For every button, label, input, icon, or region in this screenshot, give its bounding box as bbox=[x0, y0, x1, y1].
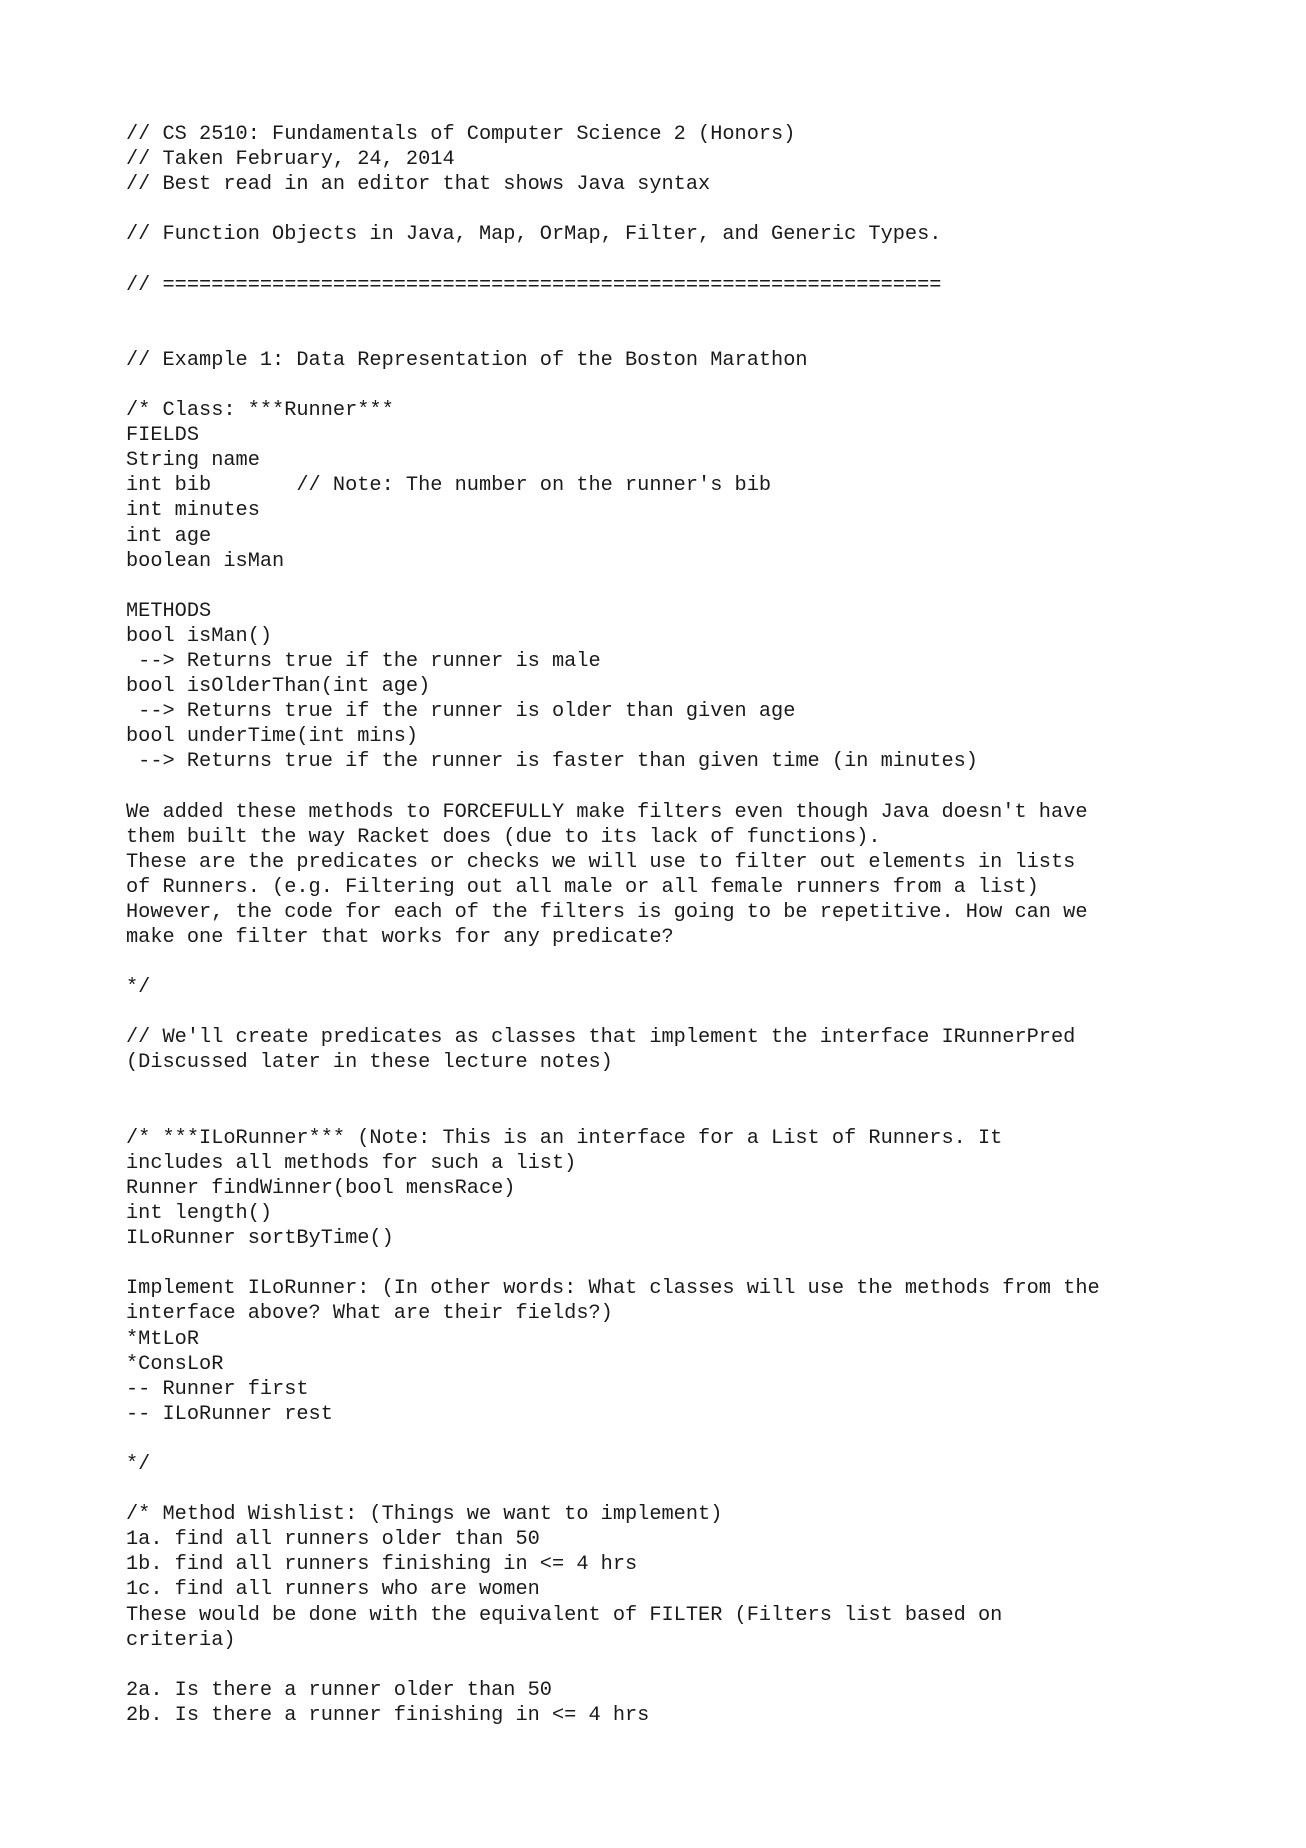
code-line: Implement ILoRunner: (In other words: What classes will use the methods from the bbox=[126, 1277, 1100, 1301]
code-line: --> Returns true if the runner is older than given age bbox=[126, 700, 796, 724]
code-line: // Taken February, 24, 2014 bbox=[126, 148, 455, 172]
code-line bbox=[126, 1477, 1100, 1502]
code-line: int bib // Note: The number on the runner's bib bbox=[126, 474, 772, 498]
code-line: criteria) bbox=[126, 1628, 236, 1652]
code-line: (Discussed later in these lecture notes) bbox=[126, 1051, 613, 1075]
code-line: However, the code for each of the filters is going to be repetitive. How can we bbox=[126, 900, 1088, 924]
code-line: -- Runner first bbox=[126, 1377, 309, 1401]
code-line: int minutes bbox=[126, 499, 260, 523]
code-line: interface above? What are their fields?) bbox=[126, 1302, 613, 1326]
code-line: 1b. find all runners finishing in <= 4 hrs bbox=[126, 1553, 638, 1577]
code-line bbox=[126, 1101, 1100, 1126]
code-line: --> Returns true if the runner is faster than given time (in minutes) bbox=[126, 750, 978, 774]
code-line: /* Method Wishlist: (Things we want to implement) bbox=[126, 1503, 723, 1527]
code-text-block bbox=[126, 122, 1100, 1728]
code-line bbox=[126, 247, 1100, 272]
code-line: String name bbox=[126, 449, 260, 473]
code-line bbox=[126, 1653, 1100, 1678]
code-line: FIELDS bbox=[126, 424, 200, 448]
code-line: */ bbox=[126, 976, 151, 1000]
code-line bbox=[126, 373, 1100, 398]
code-line: int age bbox=[126, 524, 212, 548]
code-line: boolean isMan bbox=[126, 549, 285, 573]
code-line bbox=[126, 323, 1100, 348]
code-line: bool isOlderThan(int age) bbox=[126, 675, 431, 699]
code-line bbox=[126, 1000, 1100, 1025]
code-line: includes all methods for such a list) bbox=[126, 1151, 577, 1175]
code-line: them built the way Racket does (due to its lack of functions). bbox=[126, 825, 881, 849]
code-line bbox=[126, 1427, 1100, 1452]
code-line: 2a. Is there a runner older than 50 bbox=[126, 1678, 552, 1702]
code-line bbox=[126, 197, 1100, 222]
code-line: 1c. find all runners who are women bbox=[126, 1578, 540, 1602]
code-line: // Example 1: Data Representation of the Boston Marathon bbox=[126, 348, 808, 372]
code-line: 1a. find all runners older than 50 bbox=[126, 1528, 540, 1552]
code-line: /* Class: ***Runner*** bbox=[126, 399, 394, 423]
code-line bbox=[126, 1076, 1100, 1101]
code-line: We added these methods to FORCEFULLY make filters even though Java doesn't have bbox=[126, 800, 1088, 824]
code-line: --> Returns true if the runner is male bbox=[126, 649, 601, 673]
code-line: 2b. Is there a runner finishing in <= 4 hrs bbox=[126, 1703, 650, 1727]
code-line: /* ***ILoRunner*** (Note: This is an interface for a List of Runners. It bbox=[126, 1126, 1003, 1150]
code-line: // We'll create predicates as classes that implement the interface IRunnerPred bbox=[126, 1026, 1076, 1050]
code-line: Runner findWinner(bool mensRace) bbox=[126, 1176, 516, 1200]
code-line: bool isMan() bbox=[126, 624, 273, 648]
code-line: bool underTime(int mins) bbox=[126, 725, 419, 749]
code-line: *ConsLoR bbox=[126, 1352, 224, 1376]
code-line: of Runners. (e.g. Filtering out all male or all female runners from a list) bbox=[126, 875, 1039, 899]
code-line bbox=[126, 1251, 1100, 1276]
code-line: // ================================================================ bbox=[126, 273, 942, 297]
code-line bbox=[126, 774, 1100, 799]
code-line bbox=[126, 574, 1100, 599]
code-line: make one filter that works for any predicate? bbox=[126, 926, 674, 949]
code-line: -- ILoRunner rest bbox=[126, 1402, 333, 1426]
code-line: */ bbox=[126, 1452, 151, 1476]
code-line: These are the predicates or checks we will use to filter out elements in lists bbox=[126, 850, 1076, 874]
code-line bbox=[126, 298, 1100, 323]
code-line: // CS 2510: Fundamentals of Computer Science 2 (Honors) bbox=[126, 123, 796, 146]
code-line: ILoRunner sortByTime() bbox=[126, 1227, 394, 1251]
code-line: *MtLoR bbox=[126, 1327, 200, 1351]
code-line: These would be done with the equivalent of FILTER (Filters list based on bbox=[126, 1603, 1003, 1627]
code-line: // Function Objects in Java, Map, OrMap, Filter, and Generic Types. bbox=[126, 223, 942, 247]
code-line: // Best read in an editor that shows Java syntax bbox=[126, 173, 711, 197]
code-line: int length() bbox=[126, 1202, 273, 1226]
code-line bbox=[126, 950, 1100, 975]
code-line: METHODS bbox=[126, 599, 212, 623]
